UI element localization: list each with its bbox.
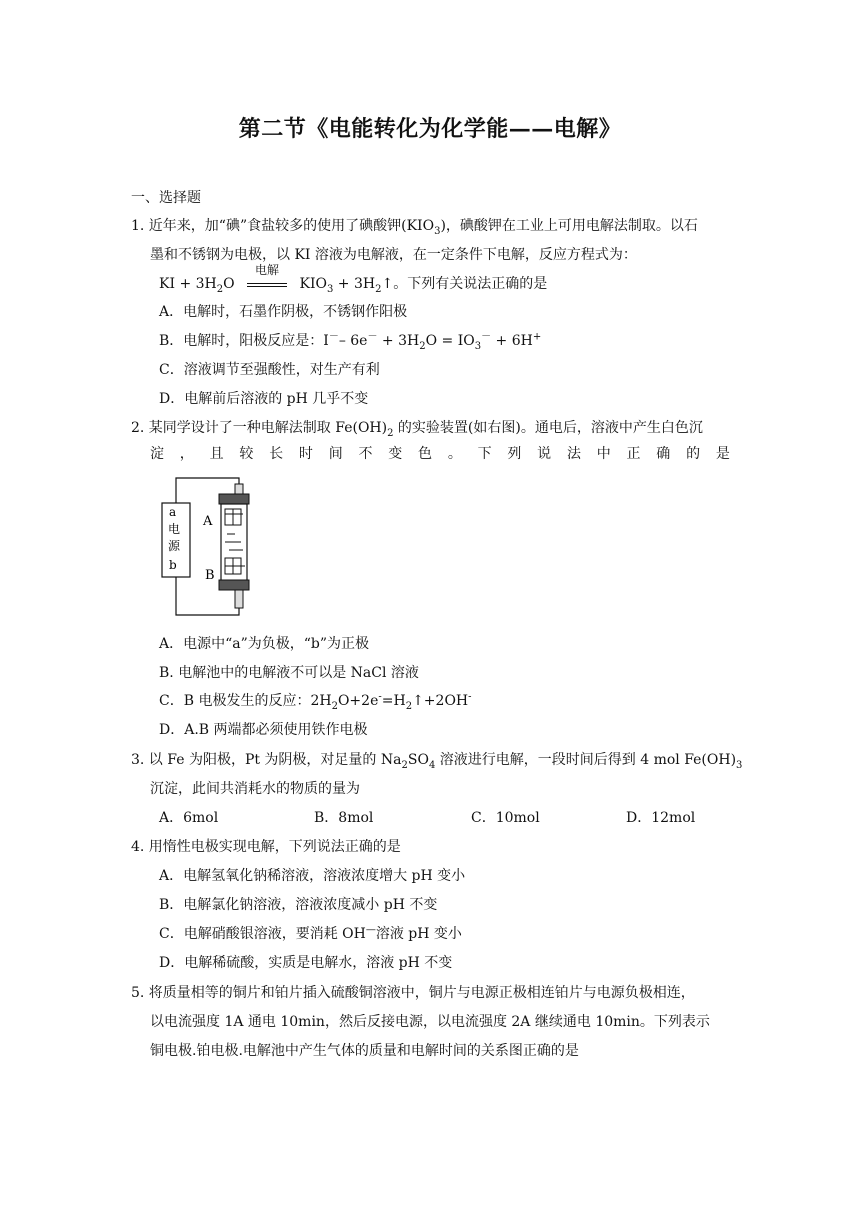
q4-option-b: B．电解氯化钠溶液，溶液浓度减小 pH 不变 — [159, 897, 438, 913]
q3-line2: 沉淀，此间共消耗水的物质的量为 — [150, 781, 360, 797]
q3-option-c: C．10mol — [471, 810, 540, 826]
q3-line1: 3. 以 Fe 为阳极，Pt 为阴极，对足量的 $Na_2SO_4$ 溶液进行电解，一段时间后得到 4 mol $Fe(OH)_3$ — [131, 752, 743, 771]
q1-option-a: A．电解时，石墨作阴极，不锈钢作阳极 — [159, 304, 408, 320]
q1-line2: 墨和不锈钢为电极，以 KI 溶液为电解液，在一定条件下电解，反应方程式为： — [150, 247, 637, 263]
electrolysis-arrow: 电解 — [245, 274, 289, 294]
power-label-dian: 电 — [168, 522, 181, 536]
electrode-label-b: B — [205, 568, 215, 583]
q2-option-a: A．电源中“a”为负极，“b”为正极 — [159, 636, 370, 652]
power-label-a: a — [169, 505, 177, 519]
q4-option-a: A．电解氢氧化钠稀溶液，溶液浓度增大 pH 变小 — [159, 868, 466, 884]
power-label-b: b — [169, 558, 177, 572]
q4-line1: 4. 用惰性电极实现电解，下列说法正确的是 — [131, 839, 401, 855]
q1-option-d: D．电解前后溶液的 pH 几乎不变 — [159, 391, 369, 407]
q3-option-a: A．6mol — [159, 810, 219, 826]
page-title: 第二节《电能转化为化学能——电解》 — [238, 116, 622, 142]
q2-option-c: C．B 电极发生的反应：$2H_2O+2e^-=H_2↑+2OH^-$ — [159, 691, 472, 712]
electrode-label-a: A — [203, 514, 213, 529]
electrolysis-apparatus-diagram — [155, 472, 265, 622]
q3-option-d: D．12mol — [626, 810, 696, 826]
q2-option-b: B. 电解池中的电解液不可以是 NaCl 溶液 — [159, 665, 419, 681]
q2-line1: 2. 某同学设计了一种电解法制取 $Fe(OH)_2$ 的实验装置(如右图)。通电后，溶液中产生白色沉 — [131, 420, 703, 439]
q3-option-b: B．8mol — [314, 810, 374, 826]
q2-option-d: D．A.B 两端都必须使用铁作电极 — [159, 722, 368, 738]
q5-line2: 以电流强度 1A 通电 10min，然后反接电源，以电流强度 2A 继续通电 10min。下列表示 — [150, 1014, 710, 1030]
q1-option-b: B．电解时，阳极反应是：I－– $6e^- + 3H_2O = IO_3^- + 6H^+$ — [159, 331, 542, 352]
q1-equation: KI + $3H_2O$ 电解 $KIO_3$ + $3H_2↑$。下列有关说法正确的是 — [159, 263, 548, 295]
q5-line1: 5. 将质量相等的铜片和铂片插入硫酸铜溶液中，铜片与电源正极相连铂片与电源负极相连， — [131, 985, 695, 1001]
q1-line1: 1. 近年来，加“碘”食盐较多的使用了碘酸钾$(KIO_3)$，碘酸钾在工业上可用电解法制取。以石 — [131, 218, 698, 237]
power-label-yuan: 源 — [168, 539, 181, 553]
q1-option-c: C．溶液调节至强酸性，对生产有利 — [159, 362, 380, 378]
section-heading: 一、选择题 — [131, 190, 201, 206]
q4-option-d: D．电解稀硫酸，实质是电解水，溶液 pH 不变 — [159, 955, 453, 971]
q5-line3: 铜电极.铂电极.电解池中产生气体的质量和电解时间的关系图正确的是 — [150, 1043, 579, 1059]
q4-option-c: C．电解硝酸银溶液，要消耗 OH—溶液 pH 变小 — [159, 924, 462, 942]
q2-line2: 淀 ， 且 较 长 时 间 不 变 色 。 下 列 说 法 中 正 确 的 是 — [150, 446, 730, 462]
